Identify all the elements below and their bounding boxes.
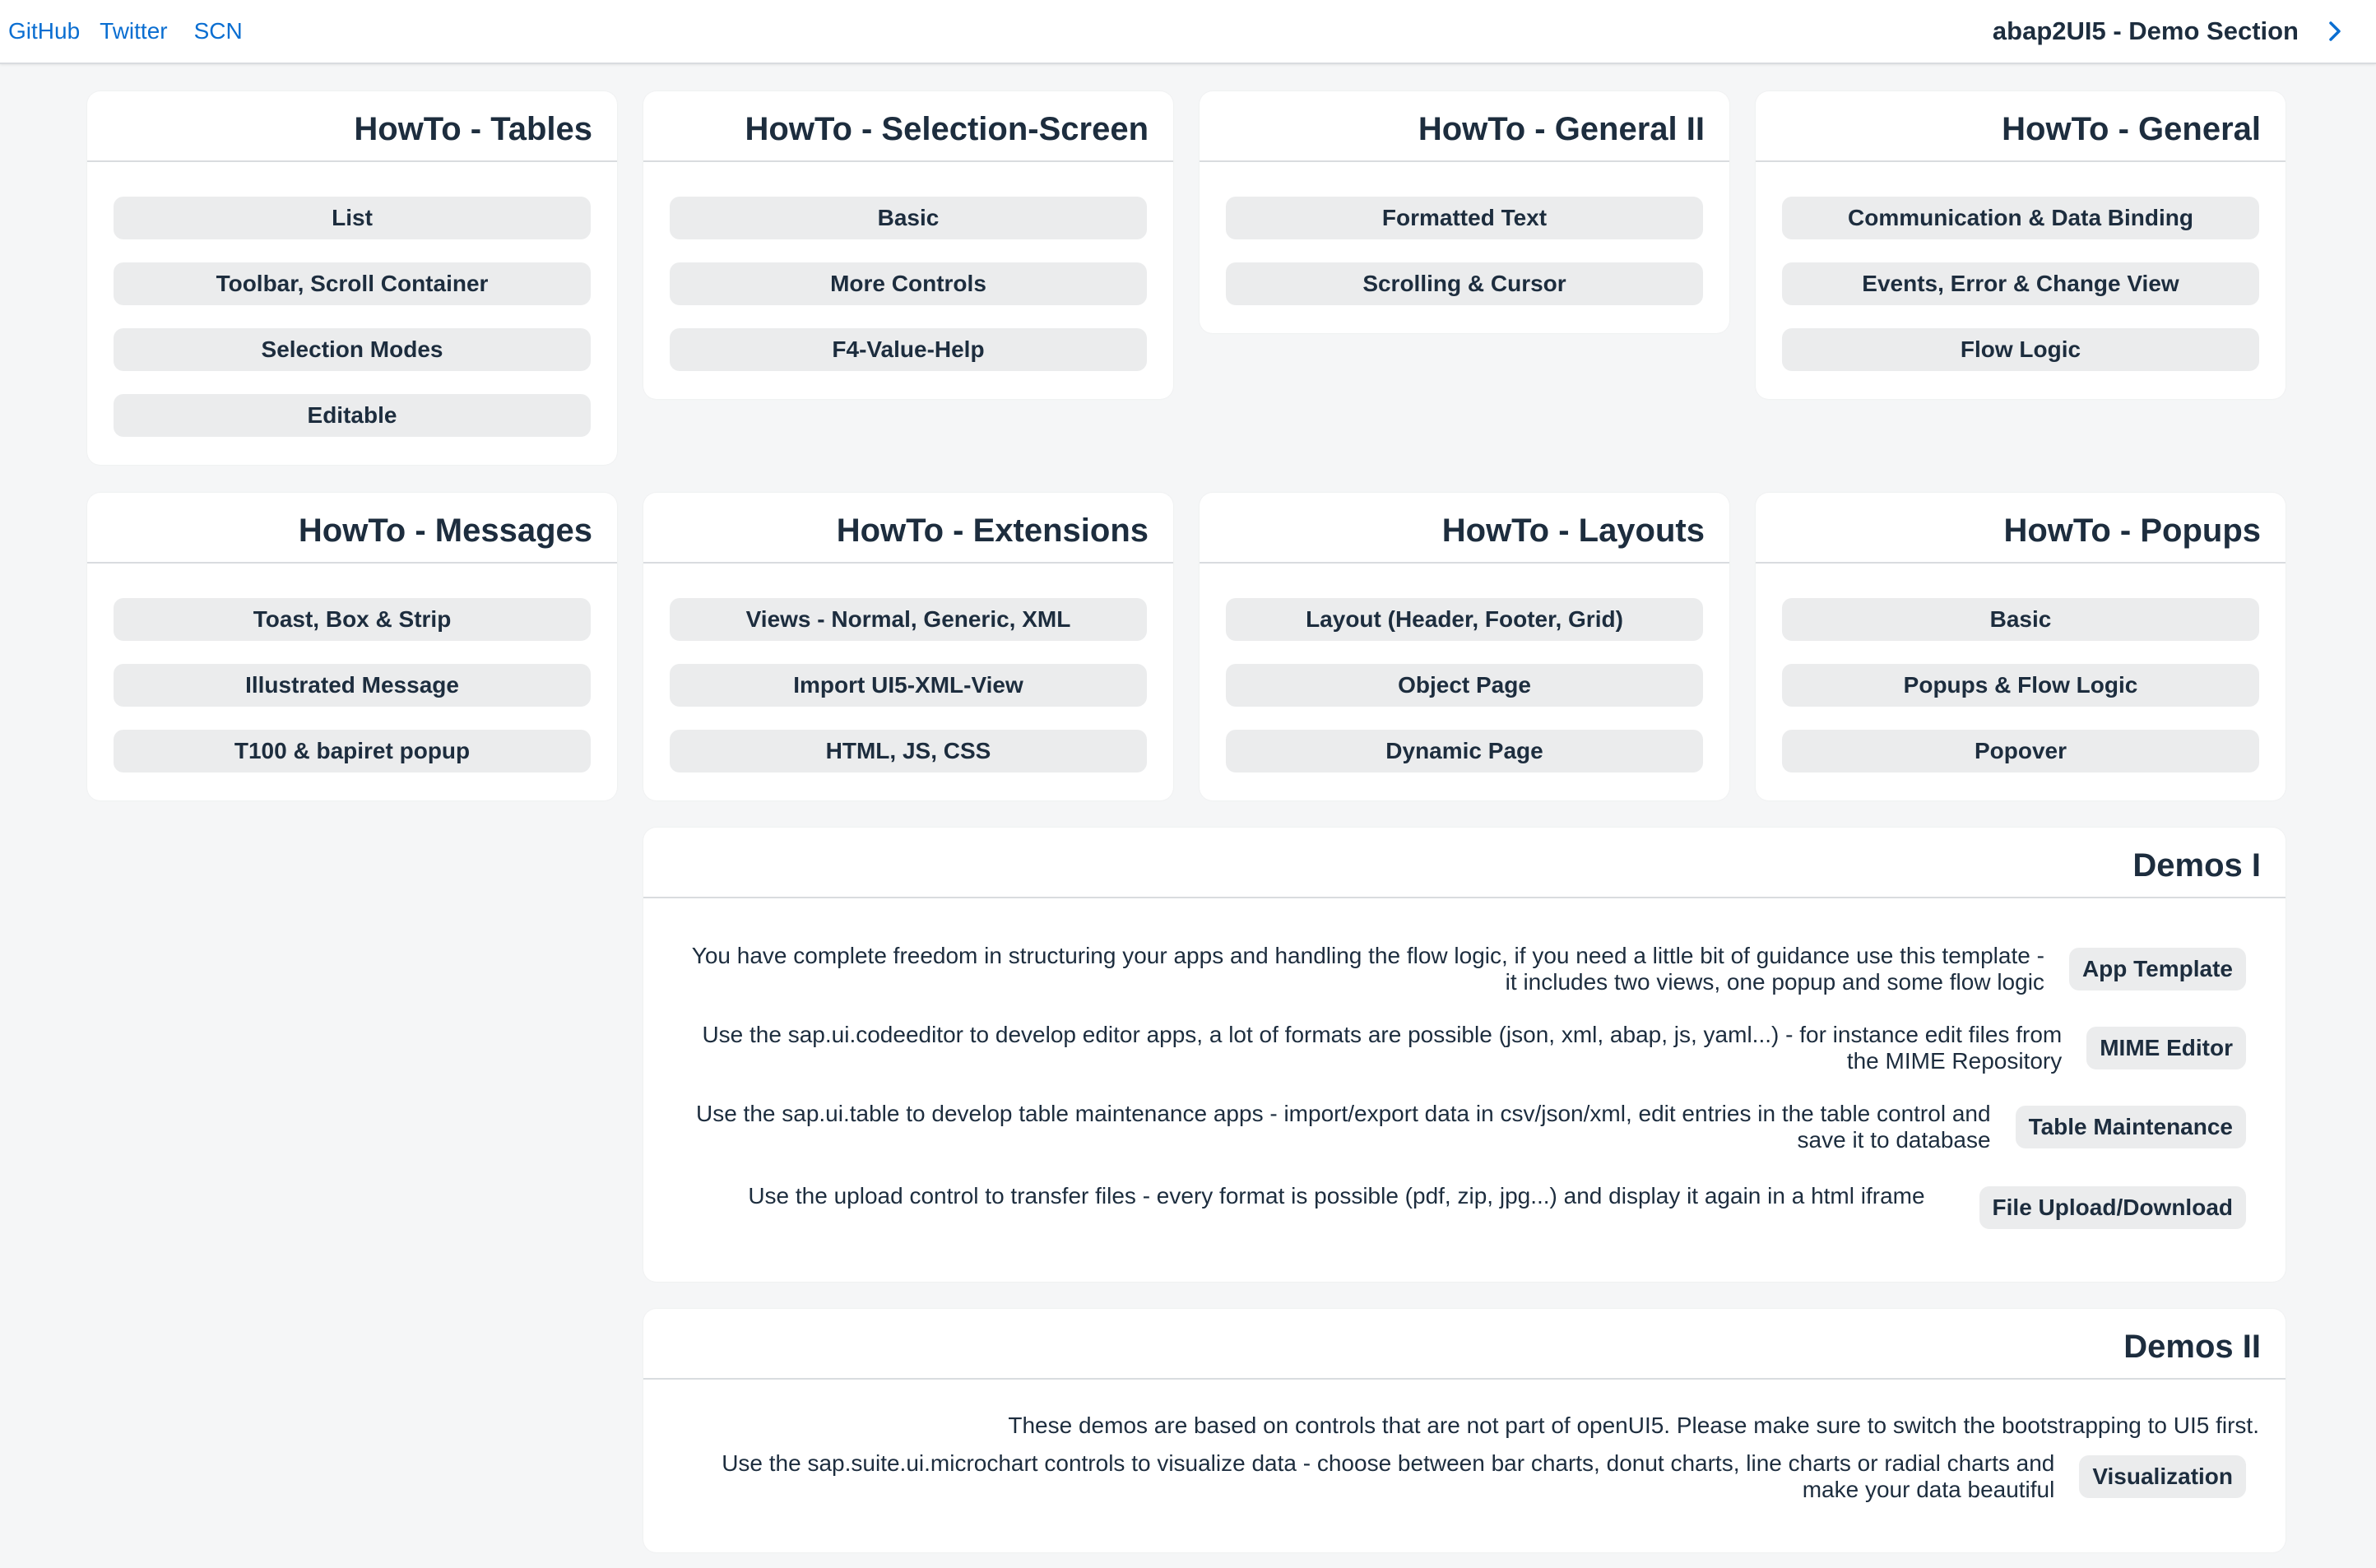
toast-box-strip-button[interactable]: Toast, Box & Strip	[114, 598, 591, 641]
panel-title: HowTo - Tables	[87, 91, 617, 162]
illustrated-message-button[interactable]: Illustrated Message	[114, 664, 591, 707]
demos-ii-note: These demos are based on controls that are not part of openUI5. Please make sure to switch the bootstrapping to UI5 first.	[1008, 1413, 2259, 1438]
panel-howto-layouts	[1200, 493, 1729, 800]
popups-flow-logic-button[interactable]: Popups & Flow Logic	[1782, 664, 2259, 707]
demo-row	[683, 1101, 2246, 1153]
scrolling-cursor-button[interactable]: Scrolling & Cursor	[1226, 262, 1703, 305]
panel-title: Demos II	[643, 1309, 2286, 1380]
panel-title: HowTo - General II	[1200, 91, 1729, 162]
visualization-button[interactable]: Visualization	[2079, 1455, 2246, 1498]
panel-howto-messages	[87, 493, 617, 800]
demo-row	[683, 943, 2246, 995]
github-link[interactable]: GitHub	[8, 18, 81, 44]
basic-button[interactable]: Basic	[670, 197, 1147, 239]
selection-modes-button[interactable]: Selection Modes	[114, 328, 591, 371]
panel-howto-popups	[1756, 493, 2286, 800]
demo-row	[683, 1450, 2246, 1503]
app-title: abap2UI5 - Demo Section	[1992, 16, 2299, 45]
panel-title: HowTo - Messages	[87, 493, 617, 564]
demo-description: Use the sap.suite.ui.microchart controls to visualize data - choose between bar charts, donut charts, line charts or radial charts and make your data beautiful	[722, 1450, 2055, 1502]
events-error-change-view-button[interactable]: Events, Error & Change View	[1782, 262, 2259, 305]
demo-description: You have complete freedom in structuring your apps and handling the flow logic, if you need a little bit of guidance use this template - it includes two views, one popup and some flow logic	[691, 943, 2044, 995]
chevron-right-icon[interactable]	[2322, 18, 2348, 44]
popover-button[interactable]: Popover	[1782, 730, 2259, 772]
panel-demos-i	[643, 828, 2286, 1282]
list-button[interactable]: List	[114, 197, 591, 239]
demo-row	[683, 1180, 2246, 1229]
panel-title: Demos I	[643, 828, 2286, 898]
panel-title: HowTo - Extensions	[643, 493, 1173, 564]
mime-editor-button[interactable]: MIME Editor	[2086, 1027, 2246, 1069]
html-js-css-button[interactable]: HTML, JS, CSS	[670, 730, 1147, 772]
import-ui5-xml-view-button[interactable]: Import UI5-XML-View	[670, 664, 1147, 707]
views-normal-generic-xml-button[interactable]: Views - Normal, Generic, XML	[670, 598, 1147, 641]
panel-howto-general-ii	[1200, 91, 1729, 333]
panel-title: HowTo - Selection-Screen	[643, 91, 1173, 162]
panel-title: HowTo - General	[1756, 91, 2286, 162]
popup-basic-button[interactable]: Basic	[1782, 598, 2259, 641]
toolbar-scroll-container-button[interactable]: Toolbar, Scroll Container	[114, 262, 591, 305]
communication-data-binding-button[interactable]: Communication & Data Binding	[1782, 197, 2259, 239]
demo-description: Use the sap.ui.codeeditor to develop editor apps, a lot of formats are possible (json, xml, abap, js, yaml...) - for instance edit files from the MIME Repository	[702, 1022, 2063, 1074]
panel-demos-ii	[643, 1309, 2286, 1552]
demo-description: Use the sap.ui.table to develop table maintenance apps - import/export data in csv/json/xml, edit entries in the table control and save it to database	[695, 1101, 1991, 1153]
top-links	[8, 0, 262, 63]
demo-description: Use the upload control to transfer files - every format is possible (pdf, zip, jpg...) and display it again in a html iframe	[748, 1183, 1925, 1208]
app-template-button[interactable]: App Template	[2069, 948, 2246, 990]
flow-logic-button[interactable]: Flow Logic	[1782, 328, 2259, 371]
demo-row	[683, 1022, 2246, 1074]
panel-howto-extensions	[643, 493, 1173, 800]
formatted-text-button[interactable]: Formatted Text	[1226, 197, 1703, 239]
object-page-button[interactable]: Object Page	[1226, 664, 1703, 707]
panel-title: HowTo - Popups	[1756, 493, 2286, 564]
file-upload-download-button[interactable]: File Upload/Download	[1979, 1186, 2246, 1229]
f4-value-help-button[interactable]: F4-Value-Help	[670, 328, 1147, 371]
editable-button[interactable]: Editable	[114, 394, 591, 437]
layout-header-footer-grid-button[interactable]: Layout (Header, Footer, Grid)	[1226, 598, 1703, 641]
panel-title: HowTo - Layouts	[1200, 493, 1729, 564]
scn-link[interactable]: SCN	[193, 18, 243, 44]
panel-howto-selection-screen	[643, 91, 1173, 399]
t100-bapiret-popup-button[interactable]: T100 & bapiret popup	[114, 730, 591, 772]
table-maintenance-button[interactable]: Table Maintenance	[2016, 1106, 2246, 1148]
more-controls-button[interactable]: More Controls	[670, 262, 1147, 305]
panel-howto-general	[1756, 91, 2286, 399]
twitter-link[interactable]: Twitter	[100, 18, 168, 44]
panel-howto-tables	[87, 91, 617, 465]
top-bar	[0, 0, 2376, 64]
dynamic-page-button[interactable]: Dynamic Page	[1226, 730, 1703, 772]
